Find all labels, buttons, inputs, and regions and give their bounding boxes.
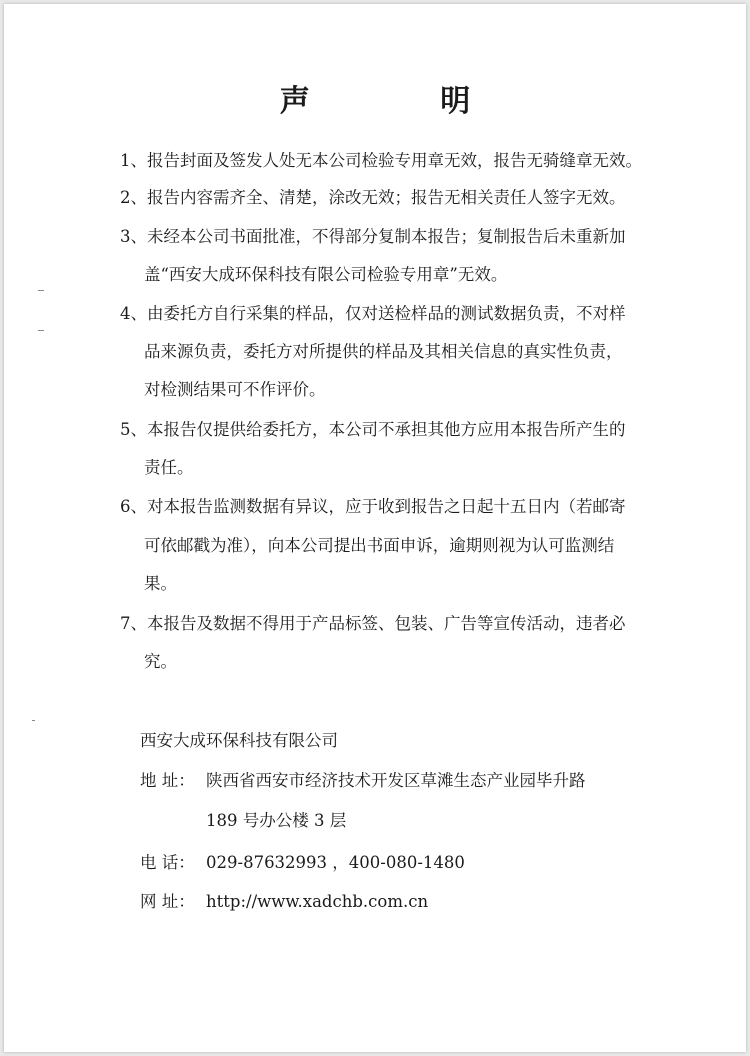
page-title: 声 明 [279,84,531,119]
clause-line: 究。 [144,652,177,671]
clause-line: 6、对本报告监测数据有异议，应于收到报告之日起十五日内（若邮寄 [120,497,626,516]
clause-line: 3、未经本公司书面批准，不得部分复制本报告；复制报告后未重新加 [120,227,626,246]
scan-mark [38,330,44,331]
phone-row [140,849,465,873]
website-label: 网 址： [140,892,195,911]
clause-line: 对检测结果可不作评价。 [144,380,326,399]
clause-line: 果。 [144,574,177,593]
clause-line: 可依邮戳为准），向本公司提出书面申诉，逾期则视为认可监测结 [144,536,615,555]
address-row [140,767,586,791]
website-row [140,888,428,912]
clause-line: 5、本报告仅提供给委托方，本公司不承担其他方应用本报告所产生的 [120,420,626,439]
document-page [4,4,746,1052]
company-name: 西安大成环保科技有限公司 [140,731,338,750]
clause-line: 责任。 [144,458,194,477]
phone-value: 029-87632993 ，400-080-1480 [206,853,465,872]
clause-line: 4、由委托方自行采集的样品，仅对送检样品的测试数据负责，不对样 [120,304,626,323]
website-value: http://www.xadchb.com.cn [206,892,429,911]
address-line-2: 189 号办公楼 3 层 [206,811,347,830]
scan-mark [38,290,44,291]
phone-label: 电 话： [140,853,195,872]
clause-line: 7、本报告及数据不得用于产品标签、包装、广告等宣传活动，违者必 [120,614,626,633]
clause-line: 品来源负责，委托方对所提供的样品及其相关信息的真实性负责， [144,342,623,361]
scan-mark [32,720,35,721]
clause-line: 1、报告封面及签发人处无本公司检验专用章无效，报告无骑缝章无效。 [120,151,642,170]
clause-line: 2、报告内容需齐全、清楚，涂改无效；报告无相关责任人签字无效。 [120,188,626,207]
address-line-1: 陕西省西安市经济技术开发区草滩生态产业园毕升路 [206,771,586,790]
clause-line: 盖“西安大成环保科技有限公司检验专用章”无效。 [144,265,508,284]
address-label: 地 址： [140,771,195,790]
